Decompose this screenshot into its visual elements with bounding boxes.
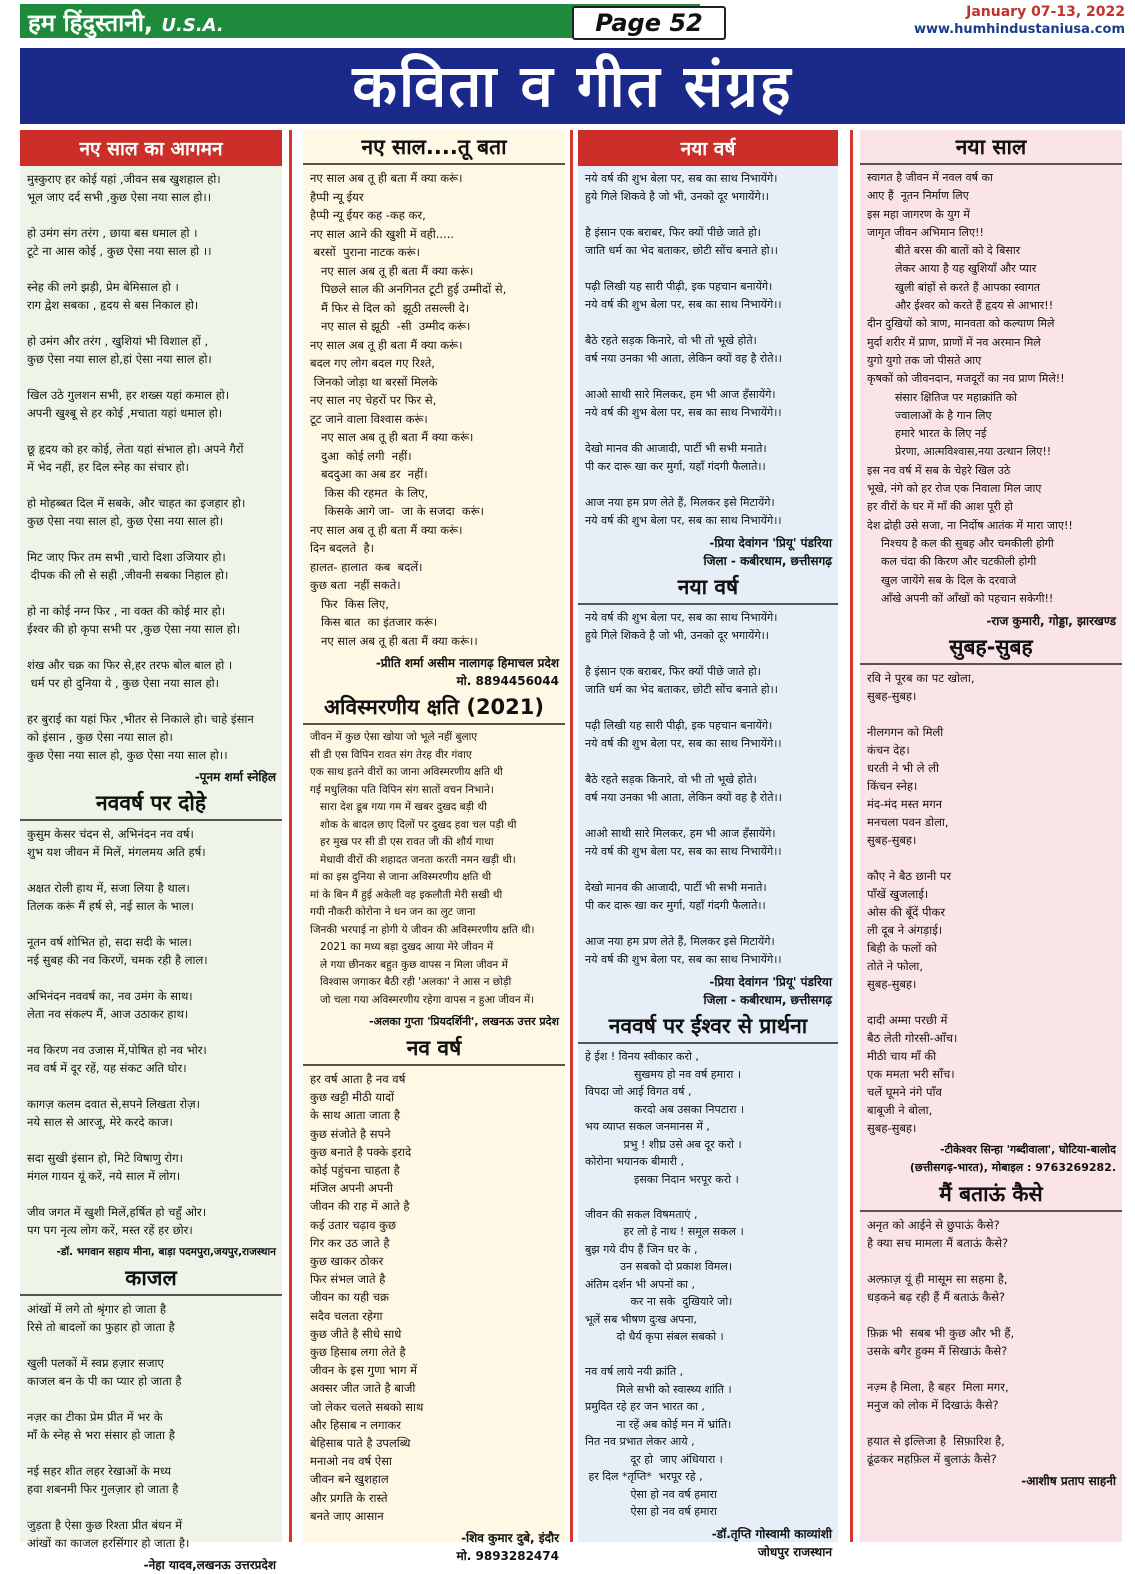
poem-author: -शिव कुमार दुबे, इंदौर मो. 9893282474: [456, 1531, 559, 1564]
column-3: [578, 130, 838, 1559]
poem-body: रवि ने पूरब का पट खोला, सुबह-सुबह। नीलगगन को मिली कंचन देह। धरती ने भी ले ली किंचन स्नेह। मंद-मंद मस्त मगन मनचला पवन डोला, सुबह-सुबह। कौए ने बैठ छानी पर पाँखें खुजलाई। ओस की बूँदें पीकर ली दूब ने अंगड़ाई। बिही के फलों को तोते ने फोला, सुबह-सुबह। दादी अम्मा परछी में बैठ लेती गोरसी-आँच। मीठी चाय माँ की एक ममता भरी साँच। चलें घूमने नंगे पाँव बाबूजी ने बोला, सुबह-सुबह।: [867, 671, 975, 1136]
column-2: [303, 130, 565, 1564]
poem-author: -टीकेश्वर सिन्हा 'गब्दीवाला', घोटिया-बालोद (छत्तीसगढ़-भारत), मोबाइल : 9763269282.: [909, 1143, 1116, 1175]
page-title: कविता व गीत संग्रह: [20, 48, 1125, 124]
page-number: Page 52: [572, 6, 726, 40]
poem-title: सुबह-सुबह: [860, 630, 1122, 665]
column-divider: [570, 130, 573, 1542]
poem-title: नए साल....तू बता: [303, 130, 565, 165]
poem-title: नव वर्ष: [303, 1031, 565, 1066]
brand-name: हम हिंदुस्तानी, U.S.A.: [28, 9, 224, 37]
poem-title: नए साल का आगमन: [20, 130, 282, 166]
brand-suffix: U.S.A.: [161, 15, 224, 36]
column-4: [860, 130, 1122, 1542]
poem-author: -डॉ.तृप्ति गोस्वामी काव्यांशी जोधपुर राजस्थान: [711, 1526, 832, 1559]
poem-body: नये वर्ष की शुभ बेला पर, सब का साथ निभायेंगे। हुये गिले शिकवे है जो भी, उनको दूर भगायेंगे।। है इंसान एक बराबर, फिर क्यों पीछे जाते हो। जाति धर्म का भेद बताकर, छोटी सोंच बनाते हो।। पढ़ी लिखी यह सारी पीढ़ी, इक पहचान बनायेंगे। नये वर्ष की शुभ बेला पर, सब का साथ निभायेंगे।। बैठे रहते सड़क किनारे, वो भी तो भूखे होते। वर्ष नया उनका भी आता, लेकिन क्यों वह है रोते।। आओ साथी सारे मिलकर, हम भी आज हँसायेंगे। नये वर्ष की शुभ बेला पर, सब का साथ निभायेंगे।। देखो मानव की आजादी, पार्टी भी सभी मनाते। पी कर दारू खा कर मुर्गा, यहाँ गंदगी फैलाते।। आज नया हम प्रण लेते हैं, मिलकर इसे मिटायेंगे। नये वर्ष की शुभ बेला पर, सब का साथ निभायेंगे।।: [585, 611, 782, 966]
poem-body: स्वागत है जीवन में नवल वर्ष का आए हैं नूतन निर्माण लिए इस महा जागरण के युग में जागृत जीवन अभिमान लिए!! बीते बरस की बातों को दे बिसार लेकर आया है यह खुशियाँ और प्यार खुली बांहों से करते हैं आपका स्वागत और ईश्वर को करते हैं हृदय से आभार!! दीन दुखियों को त्राण, मानवता को कल्याण मिले मुर्दा शरीर में प्राण, प्राणों में नव अरमान मिले युगो युगो तक जो पीसते आए कृषकों को जीवनदान, मजदूरों का नव प्राण मिले!! संसार क्षितिज पर महाक्रांति को ज्वालाओं के है गान लिए हमारे भारत के लिए नई प्रेरणा, आत्मविश्वास,नया उत्थान लिए!! इस नव वर्ष में सब के चेहरे खिल उठे भूखे, नंगे को हर रोज एक निवाला मिल जाए हर वीरों के घर में माँ की आश पूरी हो देश द्रोही उसे सजा, ना निर्दोष आतंक में मारा जाए!! निश्चय है कल की सुबह और चमकीली होगी कल चंदा की किरण और चटकीली होगी खुल जायेंगे सब के दिल के दरवाजे आँखे अपनी कों आँखों को पहचान सकेगी!!: [867, 171, 1073, 605]
poem-author: -डॉ. भगवान सहाय मीना, बाड़ा पदमपुरा,जयपुर,राजस्थान: [56, 1246, 276, 1258]
poem-title: अविस्मरणीय क्षति (2021): [303, 690, 565, 725]
poem-author: -प्रीति शर्मा असीम नालागढ़ हिमाचल प्रदेश मो. 8894456044: [375, 656, 559, 688]
poem-body: आंखों में लगे तो श्रृंगार हो जाता है रिसे तो बादलों का फुहार हो जाता है खुली पलकों में स्वप्न हज़ार सजाए काजल बन के पी का प्यार हो जाता है नज़र का टीका प्रेम प्रीत में भर के माँ के स्नेह से भरा संसार हो जाता है नई सहर शीत लहर रेखाओं के मध्य हवा शबनमी फिर गुलज़ार हो जाता है जुड़ता है ऐसा कुछ रिश्ता प्रीत बंधन में आंखों का काजल हरसिंगार हो जाता है।: [27, 1302, 190, 1550]
poem-title: नया वर्ष: [578, 570, 838, 605]
poem-author: -आशीष प्रताप साहनी: [1021, 1474, 1116, 1489]
poem-body: नये वर्ष की शुभ बेला पर, सब का साथ निभायेंगे। हुये गिले शिकवे है जो भी, उनको दूर भगायेंगे।। है इंसान एक बराबर, फिर क्यों पीछे जाते हो। जाति धर्म का भेद बताकर, छोटी सोंच बनाते हो।। पढ़ी लिखी यह सारी पीढ़ी, इक पहचान बनायेंगे। नये वर्ष की शुभ बेला पर, सब का साथ निभायेंगे।। बैठे रहते सड़क किनारे, वो भी तो भूखे होते। वर्ष नया उनका भी आता, लेकिन क्यों वह है रोते।। आओ साथी सारे मिलकर, हम भी आज हँसायेंगे। नये वर्ष की शुभ बेला पर, सब का साथ निभायेंगे।। देखो मानव की आजादी, पार्टी भी सभी मनाते। पी कर दारू खा कर मुर्गा, यहाँ गंदगी फैलाते।। आज नया हम प्रण लेते हैं, मिलकर इसे मिटायेंगे। नये वर्ष की शुभ बेला पर, सब का साथ निभायेंगे।।: [585, 172, 782, 527]
poem-title: नववर्ष पर दोहे: [20, 786, 282, 821]
poem-body: हर वर्ष आता है नव वर्ष कुछ खट्टी मीठी यादों के साथ आता जाता है कुछ संजोते है सपने कुछ बनाते है पक्के इरादे कोई पहुंचना चाहता है मंजिल अपनी अपनी जीवन की राह में आते है कई उतार चढ़ाव कुछ गिर कर उठ जाते है कुछ खाकर ठोकर फिर संभल जाते है जीवन का यही चक्र सदैव चलता रहेगा कुछ जीते है सीधे साधे कुछ हिसाब लगा लेते है जीवन के इस गुणा भाग में अक्सर जीत जाते है बाजी जो लेकर चलते सबको साथ और हिसाब न लगाकर बेहिसाब पाते है उपलब्धि मनाओ नव वर्ष ऐसा जीवन बने खुशहाल और प्रगति के रास्ते बनते जाए आसान: [310, 1072, 424, 1523]
poem-body: नए साल अब तू ही बता मैं क्या करूं। हैप्पी न्यू ईयर हैप्पी न्यू ईयर कह -कह कर, नए साल आने की खुशी में वही..... बरसों पुराना नाटक करूं। नए साल अब तू ही बता मैं क्या करूं। पिछले साल की अनगिनत टूटी हुई उम्मीदों से, मैं फिर से दिल को झूठी तसल्ली दे। नए साल से झूठी -सी उम्मीद करूं। नए साल अब तू ही बता मैं क्या करूं। बदल गए लोग बदल गए रिश्ते, जिनको जोड़ा था बरसों मिलके नए साल नए चेहरों पर फिर से, टूट जाने वाला विश्वास करूं। नए साल अब तू ही बता मैं क्या करूं। दुआ कोई लगी नहीं। बददुआ का अब डर नहीं। किस की रहमत के लिए, किसके आगे जा- जा के सजदा करूं। नए साल अब तू ही बता मैं क्या करूं। दिन बदलते है। हालत- हालात कब बदलें। कुछ बता नहीं सकते। फिर किस लिए, किस बात का इंतजार करूं। नए साल अब तू ही बता मैं क्या करूं।।: [310, 171, 507, 648]
poem-author: -पूनम शर्मा स्नेहिल: [194, 770, 276, 784]
column-divider: [850, 130, 853, 1542]
poem-title: नववर्ष पर ईश्वर से प्रार्थना: [578, 1009, 838, 1044]
poem-body: कुसुम केसर चंदन से, अभिनंदन नव वर्ष। शुभ यश जीवन में मिलें, मंगलमय अति हर्ष। अक्षत रोली हाथ में, सजा लिया है थाल। तिलक करूं मैं हर्ष से, नई साल के भाल। नूतन वर्ष शोभित हो, सदा सदी के भाल। नई सुबह की नव किरणें, चमक रही है लाल। अभिनंदन नववर्ष का, नव उमंग के साथ। लेता नव संकल्प मैं, आज उठाकर हाथ। नव किरण नव उजास में,पोषित हो नव भोर। नव वर्ष में दूर रहें, यह संकट अति घोर। कागज़ कलम दवात से,सपने लिखता रोज़। नये साल से आरजू, मेरे करदे काज। सदा सुखी इंसान हो, मिटे विषाणु रोग। मंगल गायन यूं करें, नये साल में लोग। जीव जगत में खुशी मिलें,हर्षित हो चहुँ ओर। पग पग नृत्य लोग करें, मस्त रहें हर छोर।: [27, 827, 208, 1237]
poem-author: -अलका गुप्ता 'प्रियदर्शिनी', लखनऊ उत्तर प्रदेश: [368, 1015, 559, 1028]
poem-author: -प्रिया देवांगन 'प्रियू' पंडरिया जिला - कबीरधाम, छत्तीसगढ़: [703, 975, 832, 1007]
poem-body: मुस्कुराए हर कोई यहां ,जीवन सब खुशहाल हो। भूल जाए दर्द सभी ,कुछ ऐसा नया साल हो।। हो उमंग संग तरंग , छाया बस धमाल हो । टूटे ना आस कोई , कुछ ऐसा नया साल हो ।। स्नेह की लगे झड़ी, प्रेम बेमिसाल हो । राग द्वेश सबका , हृदय से बस निकाल हो। हो उमंग और तरंग , खुशियां भी विशाल हों , कुछ ऐसा नया साल हो,हां ऐसा नया साल हो। खिल उठे गुलशन सभी, हर शख्स यहां कमाल हो। अपनी खुश्बू से हर कोई ,मचाता यहां धमाल हो। छू हृदय को हर कोई, लेता यहां संभाल हो। अपने गैरों में भेद नहीं, हर दिल स्नेह का संचार हो। हो मोहब्बत दिल में सबके, और चाहत का इजहार हो। कुछ ऐसा नया साल हो, कुछ ऐसा नया साल हो। मिट जाए फिर तम सभी ,चारो दिशा उजियार हो। दीपक की लौ से सही ,जीवनी सबका निहाल हो। हो ना कोई नग्न फिर , ना वक्त की कोई मार हो। ईश्वर की हो कृपा सभी पर ,कुछ ऐसा नया साल हो। शंख और चक्र का फिर से,हर तरफ बोल बाल हो । धर्म पर हो दुनिया ये , कुछ ऐसा नया साल हो। हर बुराई का यहां फिर ,भीतर से निकाले हो। चाहे इंसान को इंसान , कुछ ऐसा नया साल हो। कुछ ऐसा नया साल हो, कुछ ऐसा नया साल हो।।: [27, 172, 254, 762]
poem-body: अनृत को आईने से छुपाऊं कैसे? है क्या सच मामला मैं बताऊं कैसे? अल्फ़ाज़ यूं ही मासूम सा सहमा है, धड़कने बढ़ रही हैं मैं बताऊं कैसे? फ़िक्र भी सबब भी कुछ और भी हैं, उसके बगैर हुक्म मैं सिखाऊं कैसे? नज़्म है मिला, है बहर मिला मगर, मनुज को लोक में दिखाऊं कैसे? हयात से इल्तिजा है सिफ़ारिश है, ढूंढकर महफ़िल में बुलाऊं कैसे?: [867, 1218, 1015, 1467]
poem-author: -प्रिया देवांगन 'प्रियू' पंडरिया जिला - कबीरधाम, छत्तीसगढ़: [703, 536, 832, 568]
poem-title: काजल: [20, 1261, 282, 1296]
poem-body: हे ईश ! विनय स्वीकार करो , सुखमय हो नव वर्ष हमारा । विपदा जो आई विगत वर्ष , करदो अब उसका निपटारा । भय व्याप्त सकल जनमानस में , प्रभु ! शीघ्र उसे अब दूर करो । कोरोना भयानक बीमारी , इसका निदान भरपूर करो । जीवन की सकल विषमताएं , हर लो हे नाथ ! समूल सकल । बुझ गये दीप हैं जिन घर के , उन सबको दो प्रकाश विमल। अंतिम दर्शन भी अपनों का , कर ना सके दुखियारे जो। भूलें सब भीषण दुःख अपना, दो धैर्य कृपा संबल सबको । नव वर्ष लाये नयी क्रांति , मिले सभी को स्वास्थ्य शांति । प्रमुदित रहे हर जन भारत का , ना रहें अब कोई मन में भ्रांति। नित नव प्रभात लेकर आये , दूर हो जाए अंधियारा । हर दिल *तृप्ति* भरपूर रहे , ऐसा हो नव वर्ष हमारा ऐसा हो नव वर्ष हमारा: [585, 1050, 745, 1518]
issue-date: January 07-13, 2022: [966, 4, 1125, 20]
website-link[interactable]: www.humhindustaniusa.com: [913, 22, 1125, 37]
column-divider: [289, 130, 292, 1542]
poem-title: मैं बताऊं कैसे: [860, 1177, 1122, 1212]
poem-body: जीवन में कुछ ऐसा खोया जो भूले नहीं बुलाए सी डी एस विपिन रावत संग तेरह वीर गंवाए एक साथ इतने वीरों का जाना अविस्मरणीय क्षति थी गई मधुलिका पति विपिन संग सातों वचन निभाने। सारा देश डूब गया गम में खबर दुखद बड़ी थी शोक के बादल छाए दिलों पर दुखद हवा चल पड़ी थी हर मुख पर सी डी एस रावत जी की शौर्य गाथा मेधावी वीरों की शहादत जनता करती नमन खड़ी थी। मां का इस दुनिया से जाना अविस्मरणीय क्षति थी मां के बिन मैं हुई अकेली वह इकलौती मेरी सखी थी गयी नौकरी कोरोना ने धन जन का लुट जाना जिनकी भरपाई ना होगी ये जीवन की अविस्मरणीय क्षति थी। 2021 का मध्य बड़ा दुखद आया मेरे जीवन में ले गया छीनकर बहुत कुछ वापस न मिला जीवन में विश्वास जगाकर बैठी रही 'अलका' ने आस न छोड़ी जो चला गया अविस्मरणीय रहेगा वापस न हुआ जीवन में।: [310, 731, 535, 1006]
poem-title: नया वर्ष: [578, 130, 838, 166]
poem-author: -राज कुमारी, गोड्डा, झारखण्ड: [986, 614, 1116, 629]
column-1: [20, 130, 282, 1572]
poem-author: -नेहा यादव,लखनऊ उत्तरप्रदेश: [143, 1558, 276, 1572]
poem-title: नया साल: [860, 130, 1122, 165]
masthead: [20, 4, 1125, 40]
